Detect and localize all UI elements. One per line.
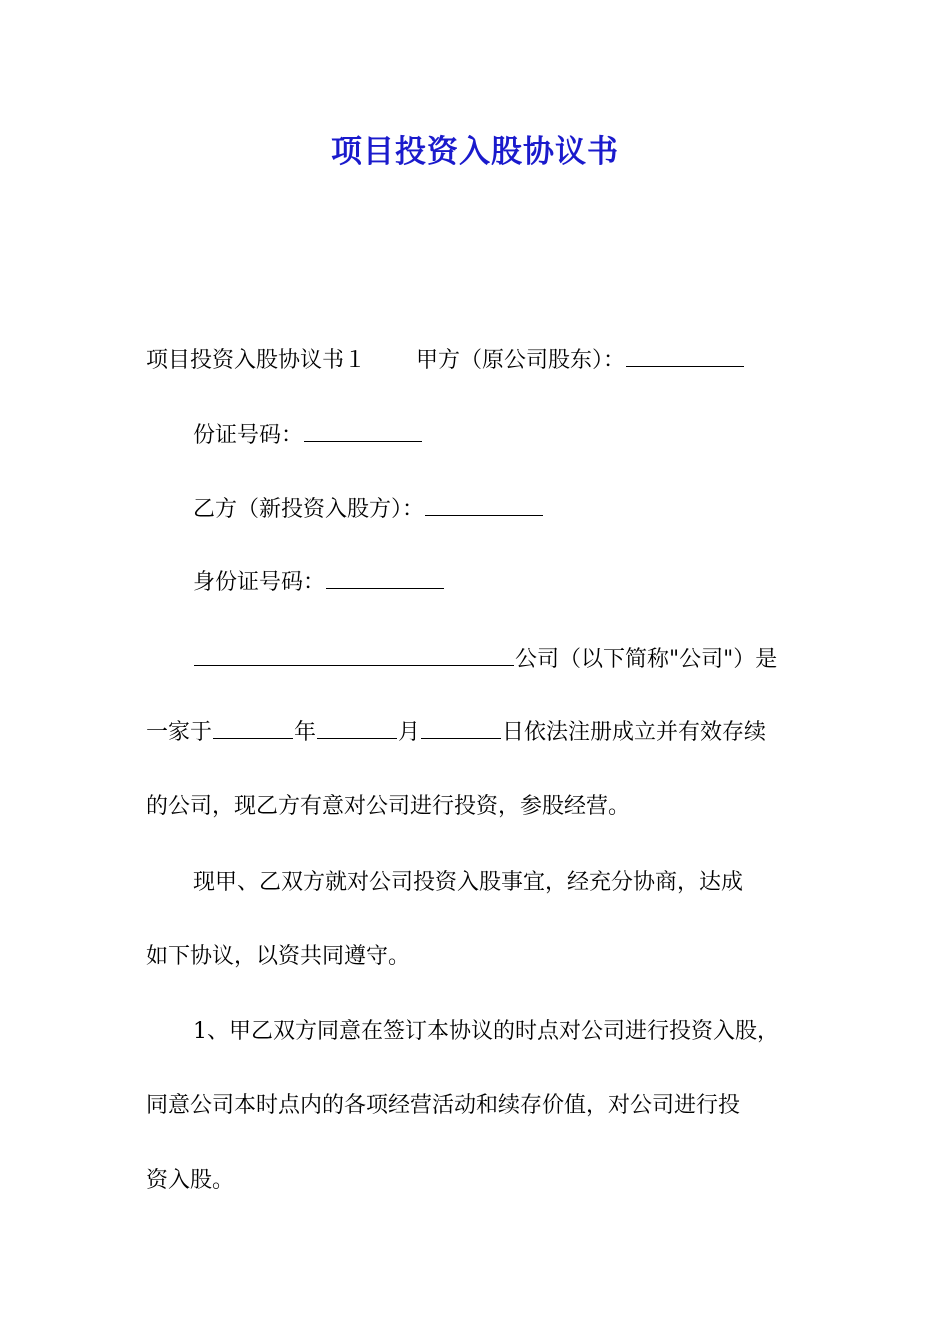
party-b-blank	[425, 493, 543, 516]
month-label: 月	[398, 720, 421, 745]
company-text: 公司（以下简称"公司"）是	[515, 647, 778, 672]
day-blank	[421, 716, 501, 739]
line-intent: 的公司，现乙方有意对公司进行投资，参股经营。	[146, 794, 631, 819]
party-b-id-blank	[326, 566, 444, 589]
doc-ref: 项目投资入股协议书１	[146, 348, 367, 373]
year-blank	[213, 716, 293, 739]
line-party-a-id	[193, 419, 873, 452]
company-name-blank	[194, 643, 514, 666]
party-a-id-blank	[304, 419, 422, 442]
date-suffix: 日依法注册成立并有效存续	[502, 720, 767, 745]
line-clause-1c: 资入股。	[146, 1168, 235, 1193]
document-title: 项目投资入股协议书	[331, 134, 619, 170]
party-a-blank	[626, 344, 744, 367]
party-b-label: 乙方（新投资入股方）：	[193, 497, 425, 522]
line-negotiation: 现甲、乙双方就对公司投资入股事宜，经充分协商，达成	[193, 870, 744, 895]
line-party-a	[146, 344, 826, 377]
year-label: 年	[294, 720, 317, 745]
line-date	[146, 716, 826, 749]
party-b-id-label: 身份证号码：	[193, 570, 326, 595]
line-clause-1a: 1、甲乙双方同意在签订本协议的时点对公司进行投资入股，	[193, 1019, 779, 1044]
line-company	[193, 643, 873, 676]
party-a-label: 甲方（原公司股东）：	[416, 348, 626, 373]
date-prefix: 一家于	[146, 720, 213, 745]
line-clause-1b: 同意公司本时点内的各项经营活动和续存价值，对公司进行投	[146, 1093, 741, 1118]
line-party-b	[193, 493, 873, 526]
party-a-id-label: 份证号码：	[193, 423, 304, 448]
month-blank	[317, 716, 397, 739]
line-agreement: 如下协议，以资共同遵守。	[146, 944, 411, 969]
line-party-b-id	[193, 566, 873, 599]
